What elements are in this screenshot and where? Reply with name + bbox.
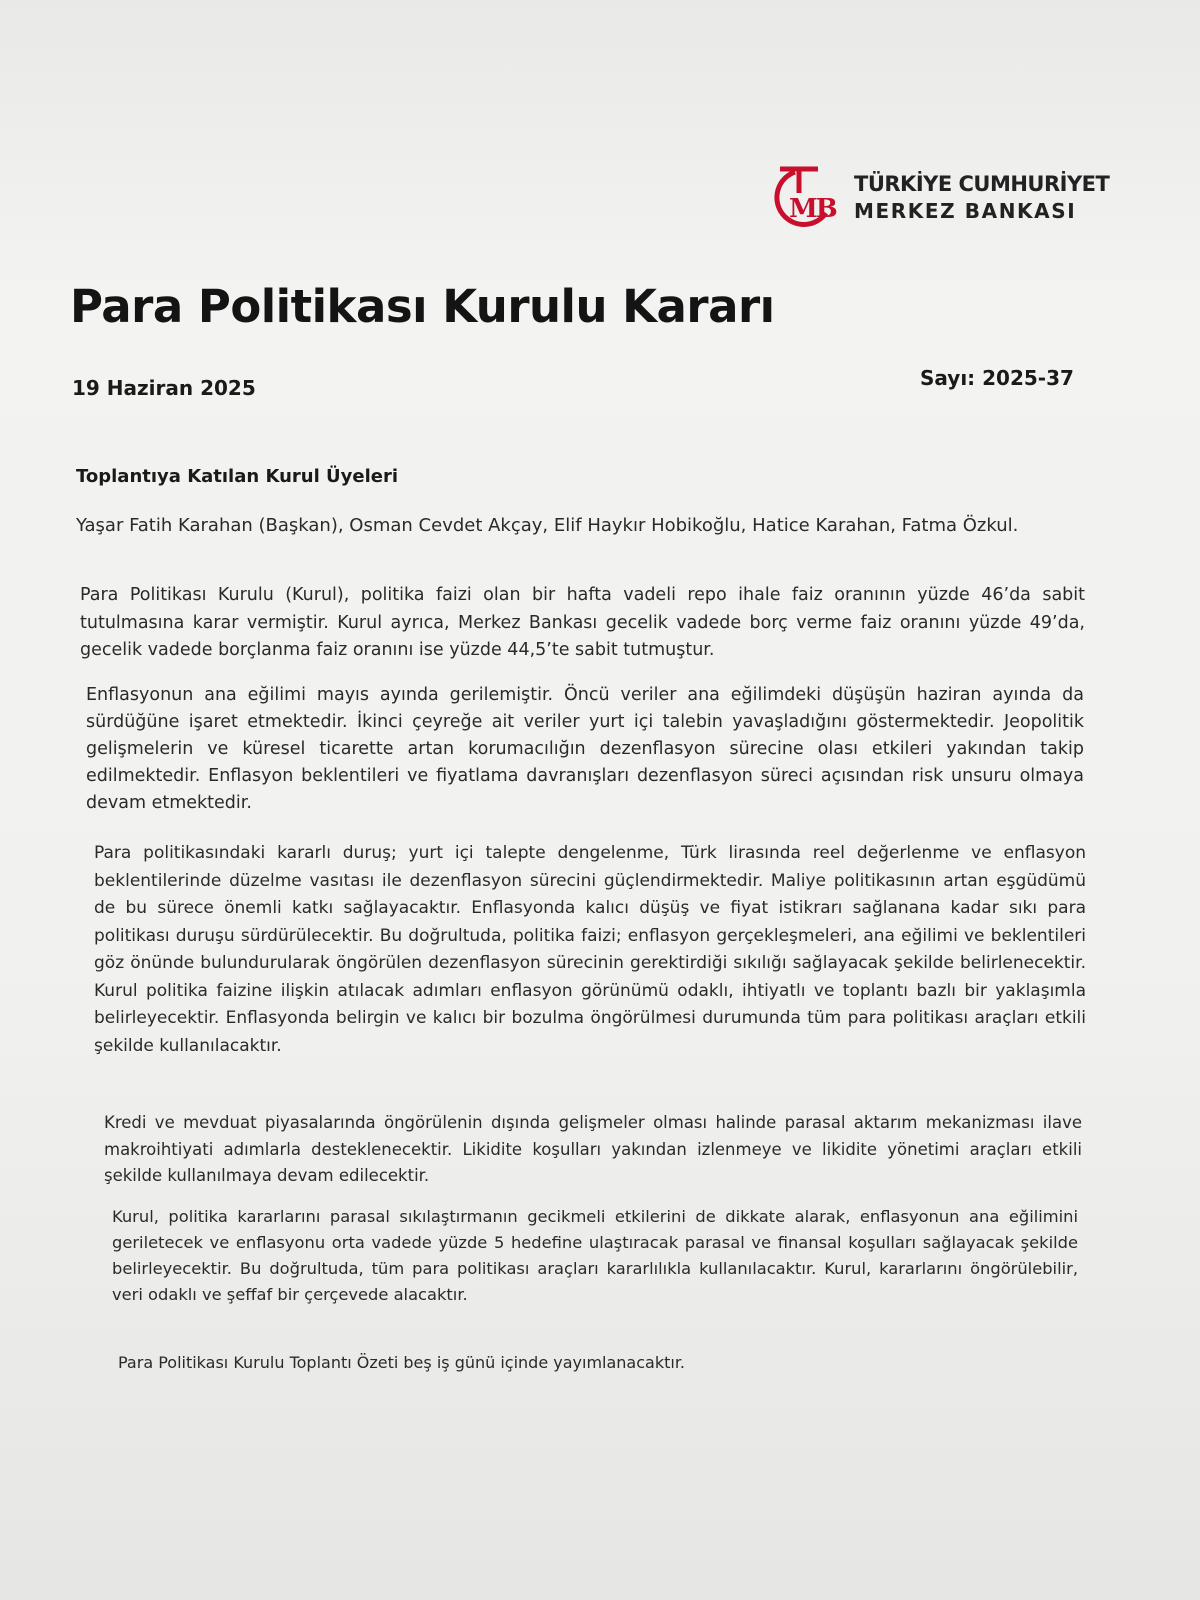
paragraph-inflation-trend: Enflasyonun ana eğilimi mayıs ayında gerilemiştir. Öncü veriler ana eğilimdeki düşüşün haziran ayında da sürdüğüne işaret etmektedir. İkinci çeyreğe ait veriler yurt içi talebin yavaşladığını göstermektedir. Jeopolitik gelişmelerin ve küresel ticarette artan korumacılığın dezenflasyon sürecine olası etkileri yakından takip edilmektedir. Enflasyon beklentileri ve fiyatlama davranışları dezenflasyon süreci açısından risk unsuru olmaya devam etmektedir. — [86, 685, 1084, 813]
tcmb-emblem-icon — [768, 163, 844, 233]
issue-number: Sayı: 2025-37 — [920, 366, 1074, 390]
logo-line-2: MERKEZ BANKASI — [854, 199, 1077, 223]
logo-wordmark — [854, 171, 1109, 225]
members-list: Yaşar Fatih Karahan (Başkan), Osman Cevdet Akçay, Elif Haykır Hobikoğlu, Hatice Karahan, Fatma Özkul. — [76, 515, 1019, 536]
svg-text:MB: MB — [789, 194, 836, 224]
logo-line-1: TÜRKİYE CUMHURİYET — [854, 172, 1110, 196]
paragraph-rate-decision: Para Politikası Kurulu (Kurul), politika faizi olan bir hafta vadeli repo ihale faiz oranının yüzde 46’da sabit tutulmasına karar vermiştir. Kurul ayrıca, Merkez Bankası gecelik vadede borç verme faiz oranını yüzde 49’da, gecelik vadede borçlanma faiz oranını ise yüzde 44,5’te sabit tutmuştur. — [80, 585, 1085, 660]
paragraph-policy-stance: Para politikasındaki kararlı duruş; yurt içi talepte dengelenme, Türk lirasında reel değerlenme ve enflasyon beklentilerinde düzelme vasıtası ile dezenflasyon sürecini güçlendirmektedir. Maliye politikasının artan eşgüdümü de bu sürece önemli katkı sağlayacaktır. Enflasyonda kalıcı düşüş ve fiyat istikrarı sağlanana kadar sıkı para politikası duruşu sürdürülecektir. Bu doğrultuda, politika faizi; enflasyon gerçekleşmeleri, ana eğilimi ve beklentileri göz önünde bulundurularak öngörülen dezenflasyon sürecinin gerektirdiği sıkılığı sağlayacak şekilde belirlenecektir. Kurul politika faizine ilişkin atılacak adımları enflasyon görünümü odaklı, ihtiyatlı ve toplantı bazlı bir yaklaşımla belirleyecektir. Enflasyonda belirgin ve kalıcı bir bozulma öngörülmesi durumunda tüm para politikası araçları etkili şekilde kullanılacaktır. — [94, 843, 1086, 1056]
members-heading: Toplantıya Katılan Kurul Üyeleri — [76, 466, 399, 487]
paragraph-credit-markets: Kredi ve mevduat piyasalarında öngörülenin dışında gelişmeler olması halinde parasal aktarım mekanizması ilave makroihtiyati adımlarla desteklenecektir. Likidite koşulları yakından izlenmeye ve likidite yönetimi araçları etkili şekilde kullanılmaya devam edilecektir. — [104, 1113, 1082, 1185]
document-title: Para Politikası Kurulu Kararı — [70, 280, 775, 333]
paragraph-committee-approach: Kurul, politika kararlarını parasal sıkılaştırmanın gecikmeli etkilerini de dikkate alarak, enflasyonun ana eğilimini geriletecek ve enflasyonu orta vadede yüzde 5 hedefine ulaştıracak parasal ve finansal koşulları sağlayacak şekilde belirleyecektir. Bu doğrultuda, tüm para politikası araçları kararlılıkla kullanılacaktır. Kurul, kararlarını öngörülebilir, veri odaklı ve şeffaf bir çerçevede alacaktır. — [112, 1207, 1078, 1304]
tcmb-logo — [768, 163, 1110, 233]
publication-date: 19 Haziran 2025 — [72, 376, 256, 400]
paragraph-summary-notice: Para Politikası Kurulu Toplantı Özeti beş iş günü içinde yayımlanacaktır. — [118, 1353, 686, 1372]
